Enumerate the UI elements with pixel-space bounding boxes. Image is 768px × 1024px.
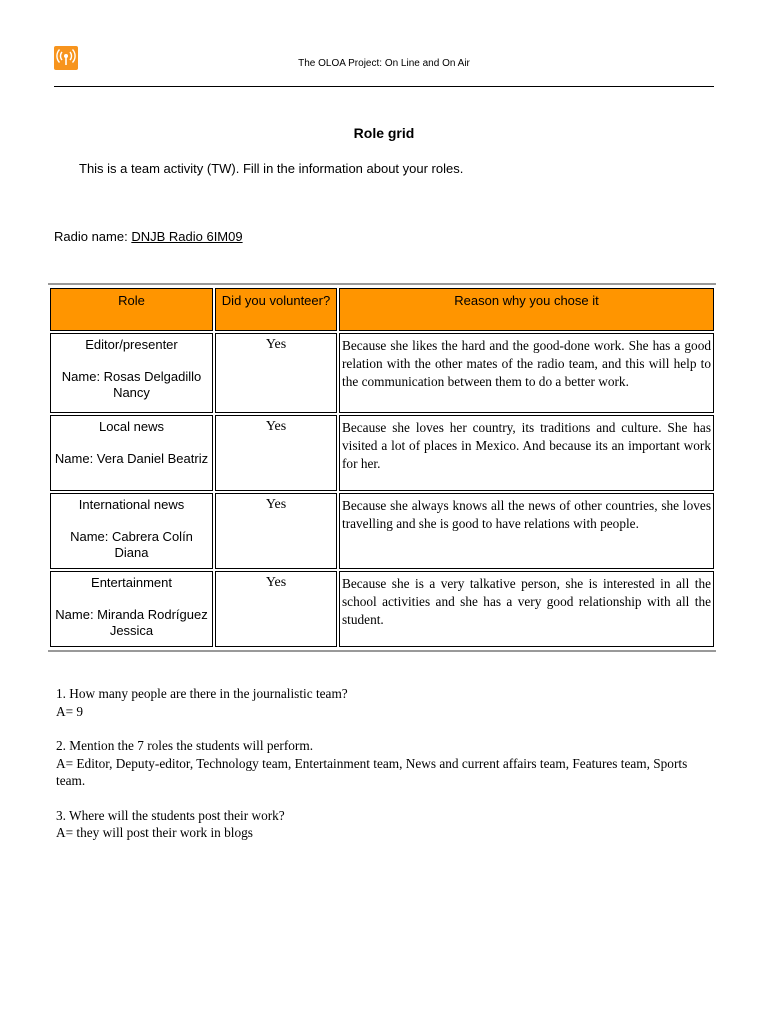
table-row — [50, 415, 714, 491]
column-header-volunteer: Did you volunteer? — [215, 288, 337, 331]
header-divider — [54, 86, 714, 87]
role-cell — [50, 333, 213, 413]
reason-cell: Because she is a very talkative person, she is interested in all the school activities and she has a very good relationship with all the student. — [339, 571, 714, 647]
role-cell — [50, 493, 213, 569]
answer-text: A= 9 — [56, 703, 84, 719]
question-block — [56, 737, 716, 790]
question-block — [56, 685, 716, 720]
column-header-reason: Reason why you chose it — [339, 288, 714, 331]
questions-section — [56, 685, 716, 859]
question-text: 1. How many people are there in the journalistic team? — [56, 686, 348, 701]
volunteer-cell: Yes — [215, 571, 337, 647]
page-title: Role grid — [353, 125, 415, 141]
reason-cell: Because she likes the hard and the good-done work. She has a good relation with the other mates of the radio team, and this will help to the communication between them to do a better work. — [339, 333, 714, 413]
volunteer-cell: Yes — [215, 333, 337, 413]
role-title: Local news — [98, 419, 165, 434]
answer-text: A= they will post their work in blogs — [56, 825, 253, 840]
role-member-name: Name: Cabrera Colín Diana — [70, 529, 193, 560]
role-title: Editor/presenter — [85, 337, 178, 352]
role-member-name: Name: Vera Daniel Beatriz — [54, 451, 209, 466]
role-cell — [50, 415, 213, 491]
role-cell — [50, 571, 213, 647]
role-member-name: Name: Rosas Delgadillo Nancy — [61, 369, 202, 400]
radio-name-line — [54, 229, 243, 244]
role-title: Entertainment — [91, 575, 172, 590]
table-header-row — [50, 288, 714, 331]
question-text: 3. Where will the students post their work? — [56, 807, 285, 823]
table-row — [50, 571, 714, 647]
role-title: International news — [78, 497, 185, 512]
question-text: 2. Mention the 7 roles the students will perform. — [56, 738, 314, 753]
role-member-name: Name: Miranda Rodríguez Jessica — [55, 607, 208, 638]
role-grid — [48, 283, 716, 652]
volunteer-cell: Yes — [215, 493, 337, 569]
instruction-text: This is a team activity (TW). Fill in the information about your roles. — [79, 161, 464, 176]
reason-cell: Because she always knows all the news of other countries, she loves travelling and she is good to have relations with people. — [339, 493, 714, 569]
role-table — [48, 286, 716, 649]
reason-cell: Because she loves her country, its traditions and culture. She has visited a lot of places in Mexico. And because its an important work for her. — [339, 415, 714, 491]
column-header-role: Role — [50, 288, 213, 331]
table-row — [50, 493, 714, 569]
answer-text: A= Editor, Deputy-editor, Technology team, Entertainment team, News and current affairs team, Features team, Sports team. — [56, 755, 688, 788]
radio-name-label: Radio name: — [54, 229, 132, 244]
table-row — [50, 333, 714, 413]
question-block — [56, 807, 716, 842]
volunteer-cell: Yes — [215, 415, 337, 491]
header-title: The OLOA Project: On Line and On Air — [298, 58, 470, 69]
radio-name-value: DNJB Radio 6IM09 — [131, 229, 243, 244]
